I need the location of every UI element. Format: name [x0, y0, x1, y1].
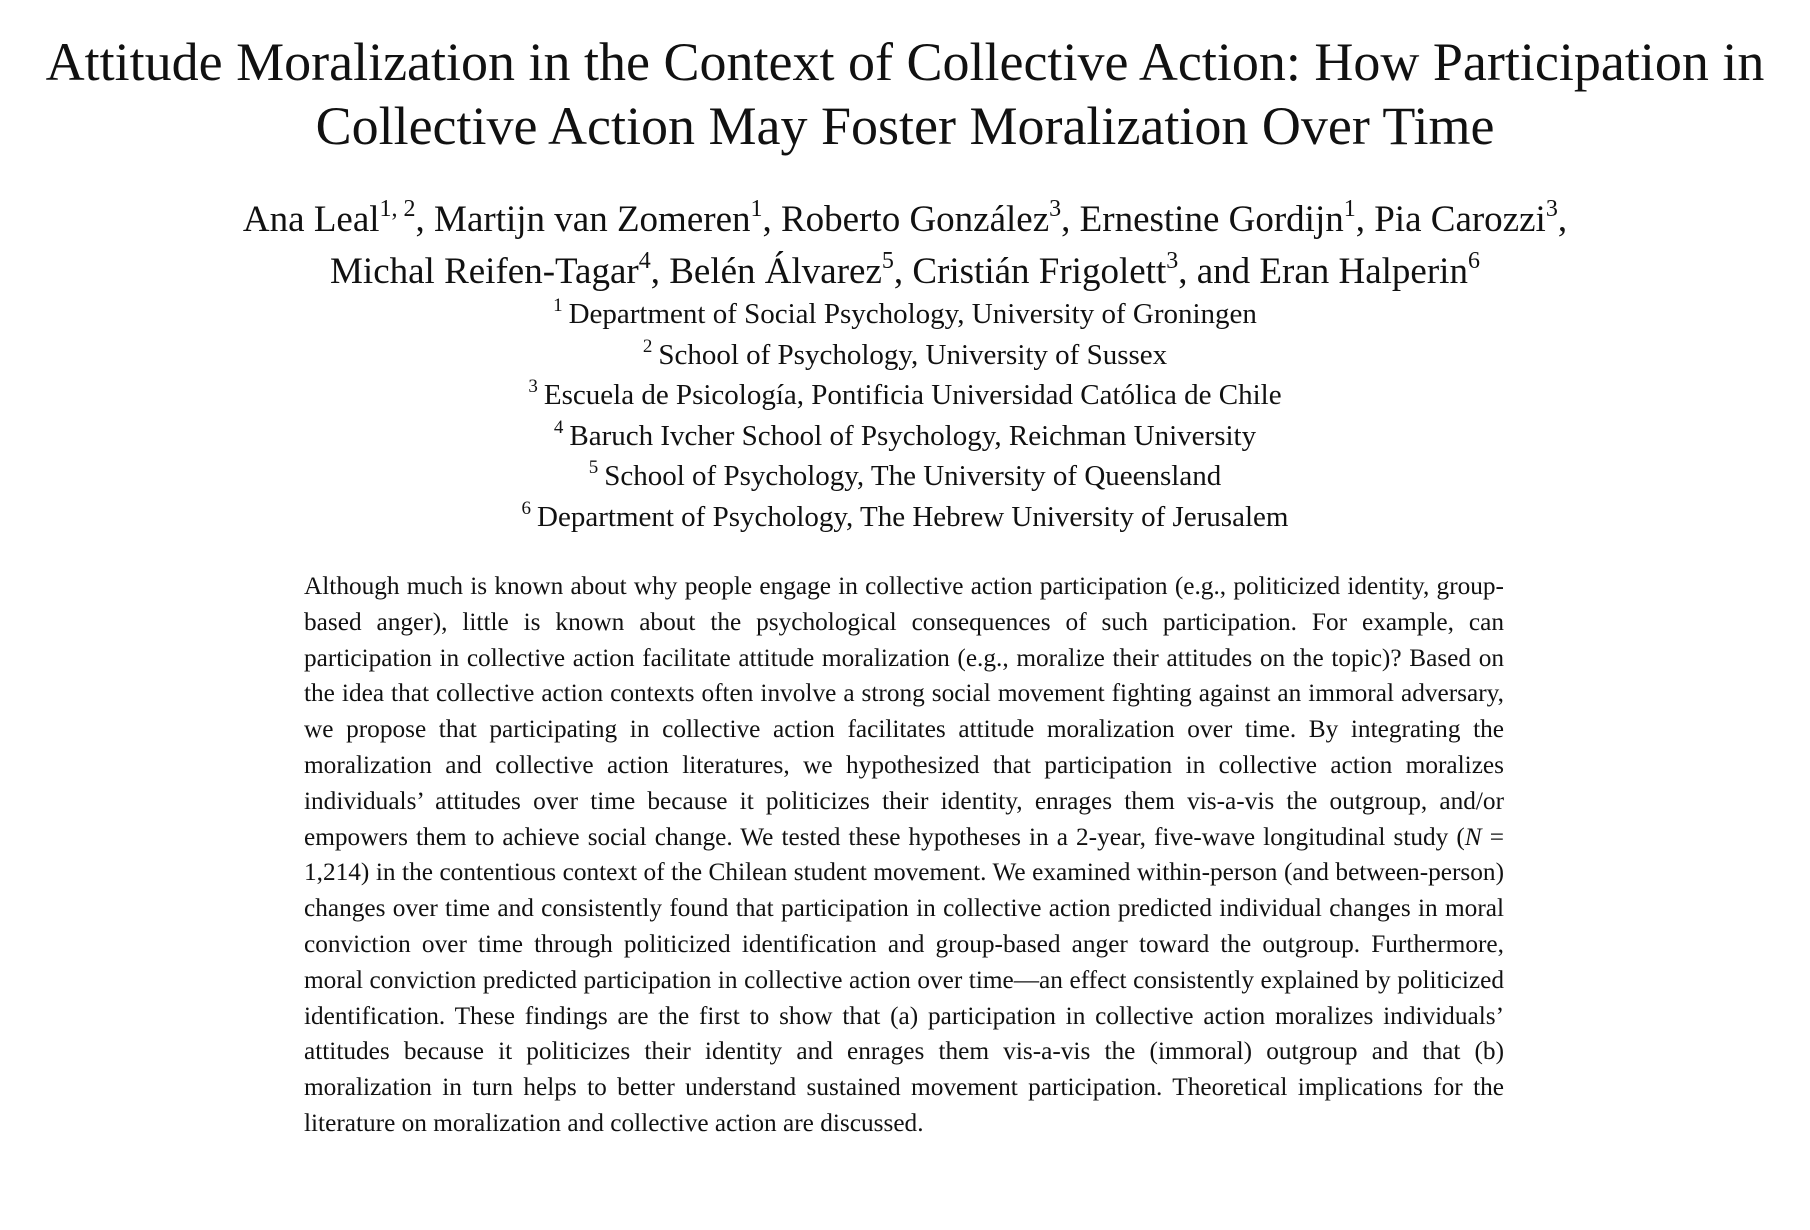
author [1079, 196, 1375, 240]
affiliation-number: 1 [553, 295, 563, 316]
author-name: Cristián Frigolett [912, 251, 1167, 292]
author [912, 248, 1197, 292]
affiliation-text: School of Psychology, University of Sussex [658, 338, 1168, 371]
author-separator: , [1355, 199, 1375, 240]
author-separator: , [762, 199, 781, 240]
author-name: Ana Leal [242, 199, 380, 240]
author-affiliation-mark: 4 [638, 248, 651, 274]
abstract-text-part-2: = 1,214) in the contentious context of the Chilean student movement. We examined within-person (and between-person) changes over time and consistently found that participation in collective action predicted individual changes in moral conviction over time through politicized identification and group-based anger toward the outgroup. Furthermore, moral conviction predicted participation in collective action over time—an effect consistently explained by politicized identification. These findings are the first to show that (a) participation in collective action moralizes individuals’ attitudes because it politicizes their identity and enrages them vis-a-vis the (immoral) outgroup and that (b) moralization in turn helps to better understand sustained movement participation. Theoretical implications for the literature on moralization and collective action are discussed. [304, 822, 1504, 1137]
author [330, 248, 670, 292]
paper-title-line-2: Collective Action May Foster Moralization Over Time [315, 96, 1495, 156]
author-affiliation-mark: 3 [1166, 248, 1179, 274]
affiliation [0, 458, 1810, 499]
author [242, 196, 435, 240]
author-line-2 [0, 248, 1810, 300]
affiliation-text: Baruch Ivcher School of Psychology, Reichman University [569, 419, 1257, 452]
sample-size-symbol: N [1464, 822, 1482, 851]
author-affiliation-mark: 1 [1343, 196, 1356, 222]
author [1374, 196, 1568, 240]
author-list [0, 196, 1810, 300]
author [669, 248, 913, 292]
author-separator: , [893, 251, 913, 292]
paper-title-line-1: Attitude Moralization in the Context of Collective Action: How Participation in [45, 32, 1765, 92]
affiliation [0, 296, 1810, 337]
author-name: and Eran Halperin [1196, 251, 1468, 292]
author-affiliation-mark: 1 [750, 196, 763, 222]
affiliation-number: 5 [588, 457, 599, 478]
author-affiliation-mark: 5 [881, 248, 894, 274]
paper-title [0, 30, 1810, 158]
author-separator: , [650, 251, 670, 292]
author-name: Belén Álvarez [669, 251, 882, 292]
affiliation-text: Department of Psychology, The Hebrew University of Jerusalem [537, 500, 1289, 533]
author-name: Pia Carozzi [1374, 199, 1546, 240]
affiliation [0, 337, 1810, 378]
author-name: Martijn van Zomeren [434, 199, 751, 240]
author-name: Michal Reifen-Tagar [330, 251, 639, 292]
affiliation-text: Escuela de Psicología, Pontificia Universidad Católica de Chile [543, 379, 1282, 411]
affiliation [0, 418, 1810, 459]
author-name: Ernestine Gordijn [1079, 199, 1344, 240]
author-separator: , [1178, 251, 1197, 292]
author-separator: , [1061, 199, 1080, 240]
author [434, 196, 781, 240]
author-separator: , [415, 199, 435, 240]
affiliation-number: 2 [642, 335, 653, 357]
author-affiliation-mark: 3 [1545, 196, 1558, 222]
author-affiliation-mark: 6 [1467, 248, 1480, 274]
abstract [304, 569, 1504, 1142]
affiliation [0, 499, 1810, 540]
author-separator: , [1557, 199, 1568, 240]
author-line-1 [0, 196, 1810, 248]
abstract-text-part-1: Although much is known about why people engage in collective action participation (e.g., politicized identity, group-based anger), little is known about the psychological consequences of such participation. For example, can participation in collective action facilitate attitude moralization (e.g., moralize their attitudes on the topic)? Based on the idea that collective action contexts often involve a strong social movement fighting against an immoral adversary, we propose that participating in collective action facilitates attitude moralization over time. By integrating the moralization and collective action literatures, we hypothesized that participation in collective action moralizes individuals’ attitudes over time because it politicizes their identity, enrages them vis-a-vis the outgroup, and/or empowers them to achieve social change. We tested these hypotheses in a 2-year, five-wave longitudinal study ( [304, 572, 1504, 851]
author [781, 196, 1080, 240]
author-affiliation-mark: 1, 2 [379, 196, 416, 222]
author [1196, 248, 1480, 292]
affiliation [0, 377, 1810, 418]
affiliation-number: 3 [528, 376, 538, 397]
affiliation-text: Department of Social Psychology, University of Groningen [568, 298, 1257, 330]
affiliation-list [0, 296, 1810, 539]
affiliation-number: 6 [521, 497, 532, 519]
affiliation-text: School of Psychology, The University of Queensland [604, 460, 1222, 492]
author-affiliation-mark: 3 [1049, 196, 1062, 222]
affiliation-number: 4 [553, 416, 564, 438]
author-name: Roberto González [781, 199, 1050, 240]
